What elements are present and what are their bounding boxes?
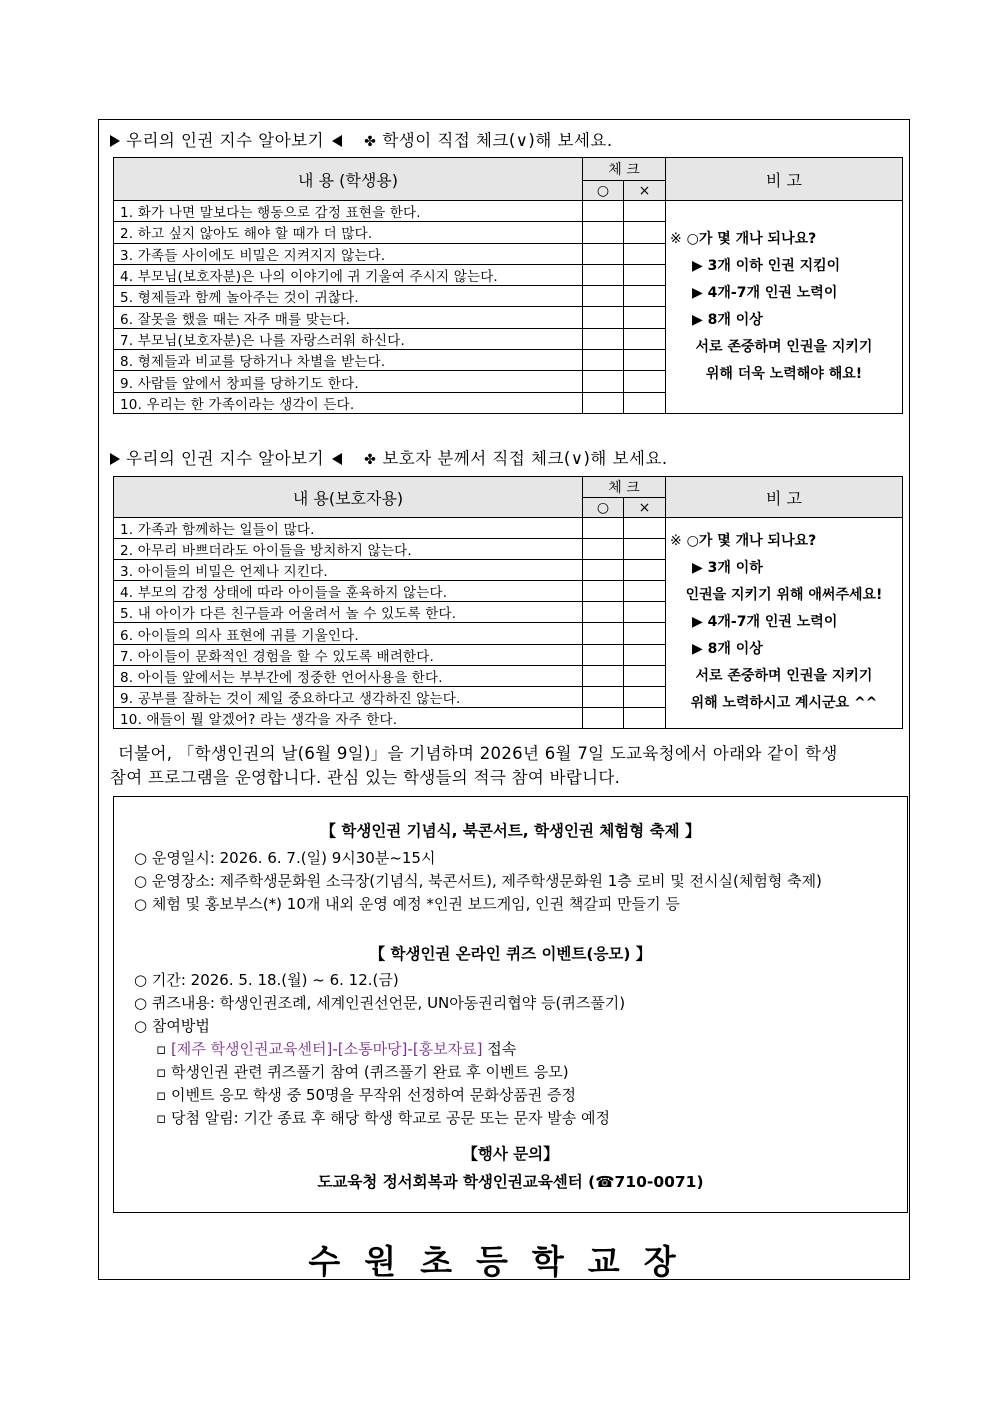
method-item — [156, 1084, 576, 1105]
event1-date: ○ 운영일시: 2026. 6. 7.(일) 9시30분~15시 — [134, 849, 436, 867]
check-x-cell[interactable] — [624, 602, 666, 623]
method-item-text: 학생인권 관련 퀴즈풀기 참여 (퀴즈풀기 완료 후 이벤트 응모) — [170, 1063, 569, 1081]
check-o-cell[interactable] — [583, 201, 624, 222]
checklist-item: 5. 형제들과 함께 놀아주는 것이 귀찮다. — [114, 286, 583, 307]
event1-booth: ○ 체험 및 홍보부스(*) 10개 내외 운영 예정 *인권 보드게임, 인권 책갈피 만들기 등 — [134, 895, 680, 913]
section2-title — [110, 445, 668, 469]
contact-title: 【행사 문의】 — [462, 1145, 559, 1163]
event-box — [113, 796, 908, 1213]
event1-place: ○ 운영장소: 제주학생문화원 소극장(기념식, 북콘서트), 제주학생문화원 1층 로비 및 전시실(체험형 축제) — [134, 872, 822, 890]
check-x-cell[interactable] — [624, 623, 666, 644]
checklist-item: 9. 사람들 앞에서 창피를 당하기도 한다. — [114, 371, 583, 392]
check-o-cell[interactable] — [583, 581, 624, 602]
check-o-cell[interactable] — [583, 243, 624, 264]
header-x: × — [624, 181, 666, 201]
note-line: ▶ 4개-7개 인권 노력이 — [692, 284, 838, 301]
checklist-item: 3. 아이들의 비밀은 언제나 지킨다. — [114, 560, 583, 581]
check-o-cell[interactable] — [583, 644, 624, 665]
check-o-cell[interactable] — [583, 392, 624, 413]
check-x-cell[interactable] — [624, 392, 666, 413]
check-o-cell[interactable] — [583, 264, 624, 285]
check-o-cell[interactable] — [583, 560, 624, 581]
bullet-icon: ▫ — [156, 1040, 167, 1058]
note-line: ▶ 3개 이하 — [692, 560, 763, 577]
section2-title-right: 보호자 분께서 직접 체크(∨)해 보세요. — [382, 449, 668, 468]
checklist-item: 7. 부모님(보호자분)은 나를 자랑스러워 하신다. — [114, 328, 583, 349]
check-x-cell[interactable] — [624, 665, 666, 686]
method-item-text: 이벤트 응모 학생 중 50명을 무작위 선정하여 문화상품권 증정 — [170, 1086, 576, 1104]
checklist-item: 10. 애들이 뭘 알겠어? 라는 생각을 자주 한다. — [114, 707, 583, 728]
check-o-cell[interactable] — [583, 602, 624, 623]
event2-content: ○ 퀴즈내용: 학생인권조례, 세계인권선언문, UN아동권리협약 등(퀴즈풀기) — [134, 994, 626, 1012]
check-o-cell[interactable] — [583, 518, 624, 539]
check-x-cell[interactable] — [624, 581, 666, 602]
check-x-cell[interactable] — [624, 644, 666, 665]
contact-info: 도교육청 정서회복과 학생인권교육센터 (☎710-0071) — [317, 1173, 704, 1191]
clover-icon: ✤ — [364, 134, 377, 150]
header-content: 내 용 (학생용) — [114, 158, 583, 201]
right-triangle-icon — [110, 453, 120, 465]
header-check: 체 크 — [583, 477, 666, 498]
intro-paragraph — [110, 742, 902, 790]
left-triangle-icon — [332, 453, 342, 465]
checklist-item: 6. 잘못을 했을 때는 자주 매를 맞는다. — [114, 307, 583, 328]
check-o-cell[interactable] — [583, 328, 624, 349]
note-question — [670, 528, 898, 555]
checklist-item: 4. 부모님(보호자분)은 나의 이야기에 귀 기울여 주시지 않는다. — [114, 264, 583, 285]
check-o-cell[interactable] — [583, 350, 624, 371]
table-row — [114, 518, 903, 539]
checklist-item: 6. 아이들의 의사 표현에 귀를 기울인다. — [114, 623, 583, 644]
checklist-item: 8. 아이들 앞에서는 부부간에 정중한 언어사용을 한다. — [114, 665, 583, 686]
method-item — [156, 1061, 569, 1082]
checklist-item: 2. 아무리 바쁘더라도 아이들을 방치하지 않는다. — [114, 539, 583, 560]
header-o: ○ — [583, 181, 624, 201]
check-x-cell[interactable] — [624, 286, 666, 307]
check-o-cell[interactable] — [583, 371, 624, 392]
check-x-cell[interactable] — [624, 264, 666, 285]
left-triangle-icon — [332, 135, 342, 147]
check-x-cell[interactable] — [624, 243, 666, 264]
checklist-item: 10. 우리는 한 가족이라는 생각이 든다. — [114, 392, 583, 413]
checklist-item: 5. 내 아이가 다른 친구들과 어울려서 놀 수 있도록 한다. — [114, 602, 583, 623]
checklist-item: 3. 가족들 사이에도 비밀은 지켜지지 않는다. — [114, 243, 583, 264]
check-o-cell[interactable] — [583, 707, 624, 728]
note-line: ▶ 4개-7개 인권 노력이 — [692, 614, 838, 631]
check-o-cell[interactable] — [583, 623, 624, 644]
section1-title — [110, 127, 613, 151]
principal-signature: 수원초등학교장 — [308, 1242, 700, 1281]
clover-icon: ✤ — [364, 452, 377, 468]
bullet-icon: ▫ — [156, 1086, 167, 1104]
note-line: 인권을 지키기 위해 애써주세요! — [685, 587, 883, 604]
check-o-cell[interactable] — [583, 222, 624, 243]
note-question-text: ○가 몇 개나 되나요? — [686, 230, 817, 247]
check-o-cell[interactable] — [583, 665, 624, 686]
note-cell — [666, 201, 903, 414]
note-line: 위해 노력하시고 계시군요 ^^ — [690, 695, 878, 712]
header-note: 비 고 — [666, 158, 903, 201]
check-x-cell[interactable] — [624, 518, 666, 539]
intro-line1: 더불어, 「학생인권의 날(6월 9일)」을 기념하며 2026년 6월 7일 도교육청에서 아래와 같이 학생 — [118, 744, 838, 763]
check-x-cell[interactable] — [624, 328, 666, 349]
check-x-cell[interactable] — [624, 539, 666, 560]
checklist-item: 9. 공부를 잘하는 것이 제일 중요하다고 생각하진 않는다. — [114, 686, 583, 707]
note-line: 서로 존중하며 인권을 지키기 — [695, 338, 873, 355]
header-content: 내 용(보호자용) — [114, 477, 583, 518]
bullet-icon: ▫ — [156, 1109, 167, 1127]
note-cell — [666, 518, 903, 729]
method-item — [156, 1107, 610, 1128]
checklist-item: 1. 가족과 함께하는 일들이 많다. — [114, 518, 583, 539]
parent-checklist-table — [113, 476, 903, 729]
note-line: ▶ 8개 이상 — [692, 641, 763, 658]
homepage-menu-link[interactable]: [제주 학생인권교육센터]-[소통마당]-[홍보자료] — [170, 1040, 483, 1058]
student-checklist-table — [113, 157, 903, 414]
header-o: ○ — [583, 498, 624, 518]
checklist-item: 1. 화가 나면 말보다는 행동으로 감정 표현을 한다. — [114, 201, 583, 222]
check-x-cell[interactable] — [624, 222, 666, 243]
check-o-cell[interactable] — [583, 307, 624, 328]
event2-method: ○ 참여방법 — [134, 1017, 210, 1035]
header-note: 비 고 — [666, 477, 903, 518]
note-question — [670, 226, 898, 253]
bullet-icon: ▫ — [156, 1063, 167, 1081]
check-x-cell[interactable] — [624, 201, 666, 222]
header-x: × — [624, 498, 666, 518]
link-suffix: 접속 — [482, 1040, 517, 1058]
check-x-cell[interactable] — [624, 560, 666, 581]
check-x-cell[interactable] — [624, 307, 666, 328]
right-triangle-icon — [110, 135, 120, 147]
note-line: 위해 더욱 노력해야 해요! — [705, 365, 863, 382]
event2-period: ○ 기간: 2026. 5. 18.(월) ~ 6. 12.(금) — [134, 971, 399, 989]
note-question-text: ○가 몇 개나 되나요? — [686, 533, 817, 550]
check-x-cell[interactable] — [624, 707, 666, 728]
check-o-cell[interactable] — [583, 286, 624, 307]
reference-mark-icon: ※ — [670, 533, 682, 550]
table-row — [114, 201, 903, 222]
intro-line2: 참여 프로그램을 운영합니다. 관심 있는 학생들의 적극 참여 바랍니다. — [110, 768, 621, 787]
event2-title: 【 학생인권 온라인 퀴즈 이벤트(응모) 】 — [369, 945, 652, 963]
checklist-item: 4. 부모의 감정 상태에 따라 아이들을 훈육하지 않는다. — [114, 581, 583, 602]
reference-mark-icon: ※ — [670, 230, 682, 247]
checklist-item: 7. 아이들이 문화적인 경험을 할 수 있도록 배려한다. — [114, 644, 583, 665]
method-item-text: 당첨 알림: 기간 종료 후 해당 학생 학교로 공문 또는 문자 발송 예정 — [170, 1109, 610, 1127]
section1-title-left: 우리의 인권 지수 알아보기 — [126, 131, 325, 150]
checklist-item: 2. 하고 싶지 않아도 해야 할 때가 더 많다. — [114, 222, 583, 243]
checklist-item: 8. 형제들과 비교를 당하거나 차별을 받는다. — [114, 350, 583, 371]
check-o-cell[interactable] — [583, 686, 624, 707]
check-x-cell[interactable] — [624, 686, 666, 707]
check-x-cell[interactable] — [624, 371, 666, 392]
check-x-cell[interactable] — [624, 350, 666, 371]
section1-title-right: 학생이 직접 체크(∨)해 보세요. — [382, 131, 613, 150]
note-line: ▶ 3개 이하 인권 지킴이 — [692, 257, 841, 274]
check-o-cell[interactable] — [583, 539, 624, 560]
note-line: ▶ 8개 이상 — [692, 311, 763, 328]
note-line: 서로 존중하며 인권을 지키기 — [695, 668, 873, 685]
method-item-link — [156, 1038, 516, 1059]
header-check: 체 크 — [583, 158, 666, 181]
event1-title: 【 학생인권 기념식, 북콘서트, 학생인권 체험형 축제 】 — [320, 822, 701, 840]
section2-title-left: 우리의 인권 지수 알아보기 — [126, 449, 325, 468]
